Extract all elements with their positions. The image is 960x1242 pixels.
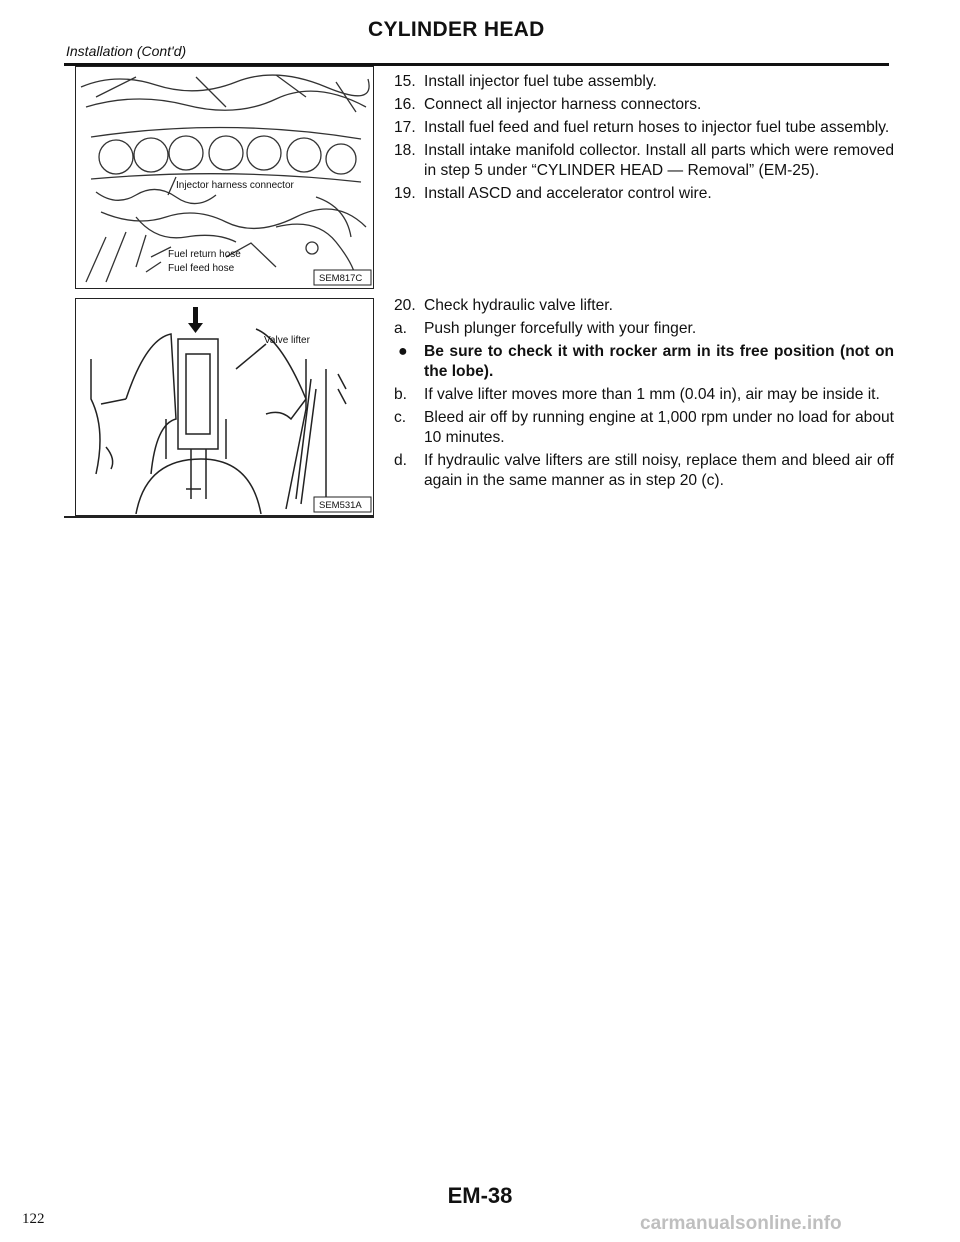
step-number: 20. (394, 297, 416, 314)
step-item (394, 184, 894, 204)
step-number: 17. (394, 119, 416, 136)
section-subtitle: Installation (Cont'd) (66, 43, 187, 59)
engine-illustration (76, 67, 372, 287)
label-injector-harness: Injector harness connector (176, 180, 294, 191)
step-number: 15. (394, 73, 416, 90)
valve-lifter-illustration (76, 299, 372, 514)
step-text: Install intake manifold collector. Install all parts which were removed in step 5 under “CYLINDER HEAD — Removal” (EM-25). (424, 142, 894, 179)
valve-lifter-check-steps (394, 296, 894, 494)
step-text: Check hydraulic valve lifter. (424, 297, 613, 314)
step-item (394, 385, 894, 405)
step-number: d. (394, 452, 408, 469)
step-item (394, 408, 894, 448)
step-item (394, 118, 894, 138)
margin-page-number: 122 (22, 1211, 45, 1227)
step-text: Push plunger forcefully with your finger. (424, 320, 697, 337)
step-text: Install injector fuel tube assembly. (424, 73, 657, 90)
step-text: Connect all injector harness connectors. (424, 96, 702, 113)
step-item (394, 296, 894, 316)
step-item (394, 72, 894, 92)
step-text: Install fuel feed and fuel return hoses to injector fuel tube assembly. (424, 119, 890, 136)
step-text: If valve lifter moves more than 1 mm (0.04 in), air may be inside it. (424, 386, 880, 403)
step-text: Install ASCD and accelerator control wire. (424, 185, 712, 202)
page-number: EM-38 (447, 1183, 513, 1208)
caution-bullet (394, 342, 894, 382)
figure-valve-lifter (75, 298, 374, 516)
label-fuel-feed-hose: Fuel feed hose (168, 263, 235, 274)
step-number: a. (394, 320, 408, 337)
step-item (394, 95, 894, 115)
watermark: carmanualsonline.info (640, 1213, 842, 1234)
label-valve-lifter: Valve lifter (264, 335, 310, 346)
figure-injector-harness (75, 66, 374, 289)
figure-code-2: SEM531A (319, 500, 362, 511)
figure-divider (64, 516, 374, 518)
bullet-icon: ● (398, 343, 408, 360)
step-number: 18. (394, 142, 416, 159)
caution-text: Be sure to check it with rocker arm in its free position (not on the lobe). (424, 343, 894, 380)
step-number: c. (394, 409, 407, 426)
step-number: b. (394, 386, 408, 403)
step-item (394, 141, 894, 181)
page-title: CYLINDER HEAD (368, 18, 545, 41)
step-text: If hydraulic valve lifters are still noisy, replace them and bleed air off again in the same manner as in step 20 (c). (424, 452, 894, 489)
step-item (394, 319, 894, 339)
step-number: 19. (394, 185, 416, 202)
installation-steps (394, 72, 894, 207)
step-number: 16. (394, 96, 416, 113)
figure-code-1: SEM817C (319, 273, 363, 284)
label-fuel-return-hose: Fuel return hose (168, 249, 241, 260)
step-item (394, 451, 894, 491)
step-text: Bleed air off by running engine at 1,000 rpm under no load for about 10 minutes. (424, 409, 894, 446)
